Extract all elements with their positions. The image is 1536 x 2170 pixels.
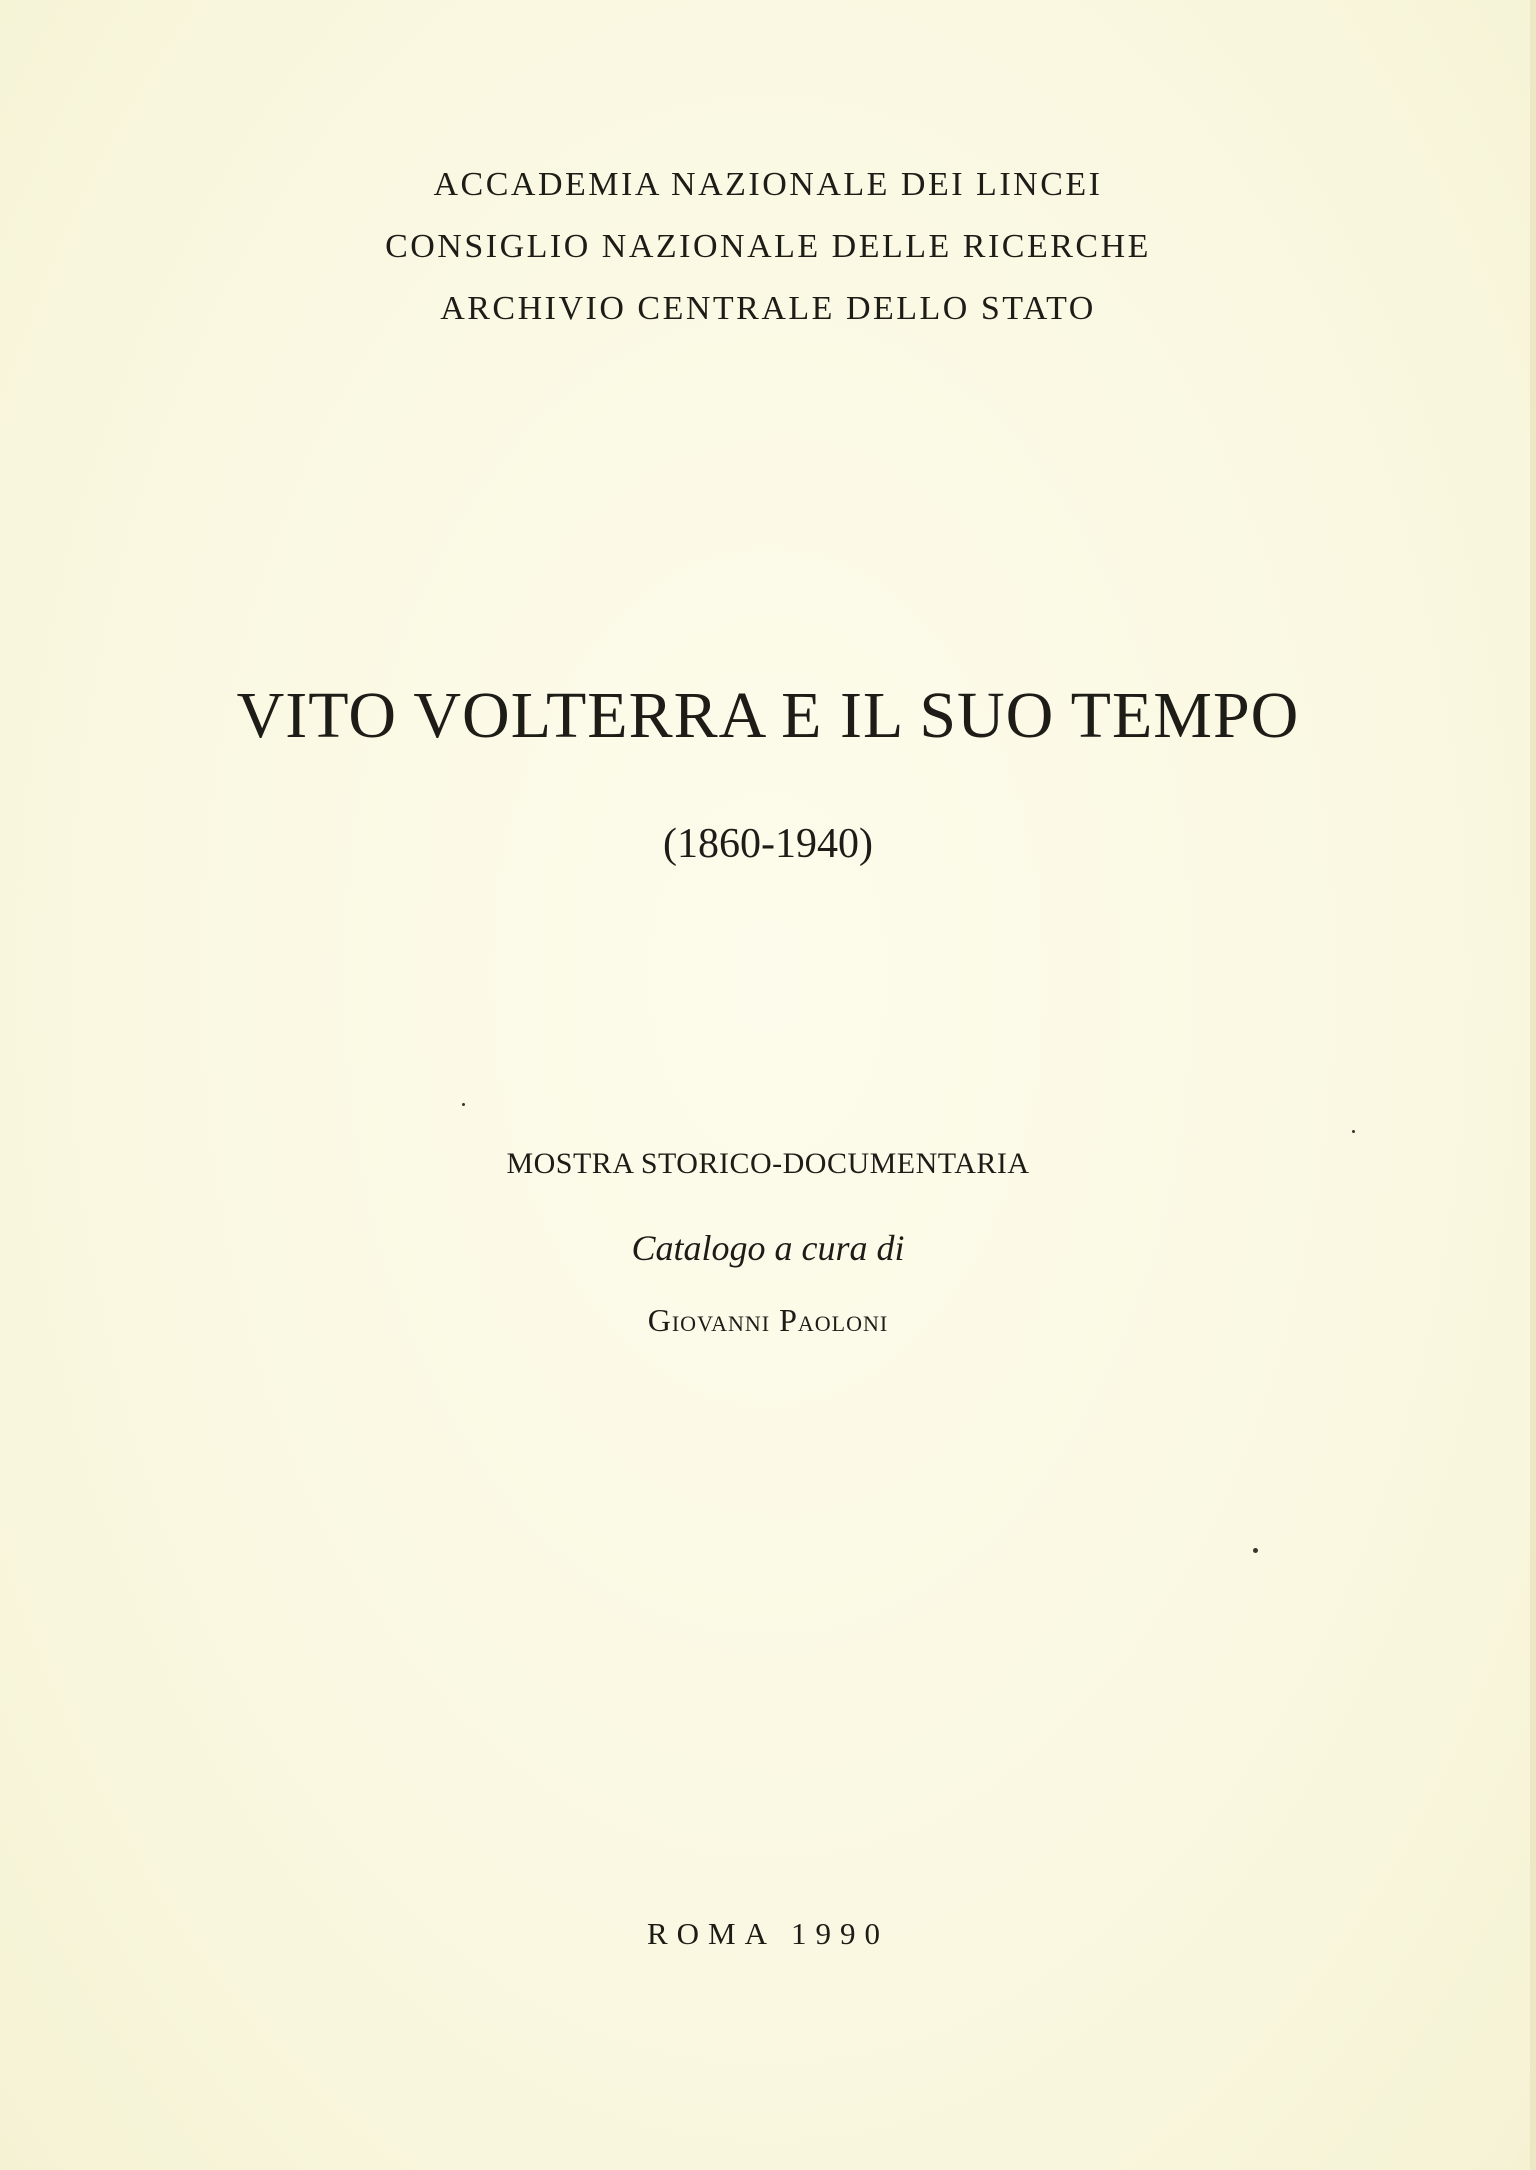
- institution-archivio: ARCHIVIO CENTRALE DELLO STATO: [440, 290, 1096, 327]
- catalog-note: Catalogo a cura di: [631, 1228, 905, 1268]
- paper-speck: [462, 1103, 465, 1106]
- book-dates: (1860-1940): [663, 821, 873, 867]
- exhibition-subtitle: MOSTRA STORICO-DOCUMENTARIA: [506, 1147, 1030, 1180]
- institution-cnr: CONSIGLIO NAZIONALE DELLE RICERCHE: [385, 228, 1151, 265]
- paper-speck: [1253, 1548, 1258, 1553]
- institution-lincei: ACCADEMIA NAZIONALE DEI LINCEI: [433, 166, 1103, 203]
- institutions-block: [0, 154, 1536, 340]
- book-title: VITO VOLTERRA E IL SUO TEMPO: [236, 679, 1300, 752]
- curator-name: Giovanni Paoloni: [647, 1302, 889, 1338]
- paper-speck: [1352, 1130, 1355, 1133]
- place-and-year: ROMA 1990: [646, 1916, 890, 1951]
